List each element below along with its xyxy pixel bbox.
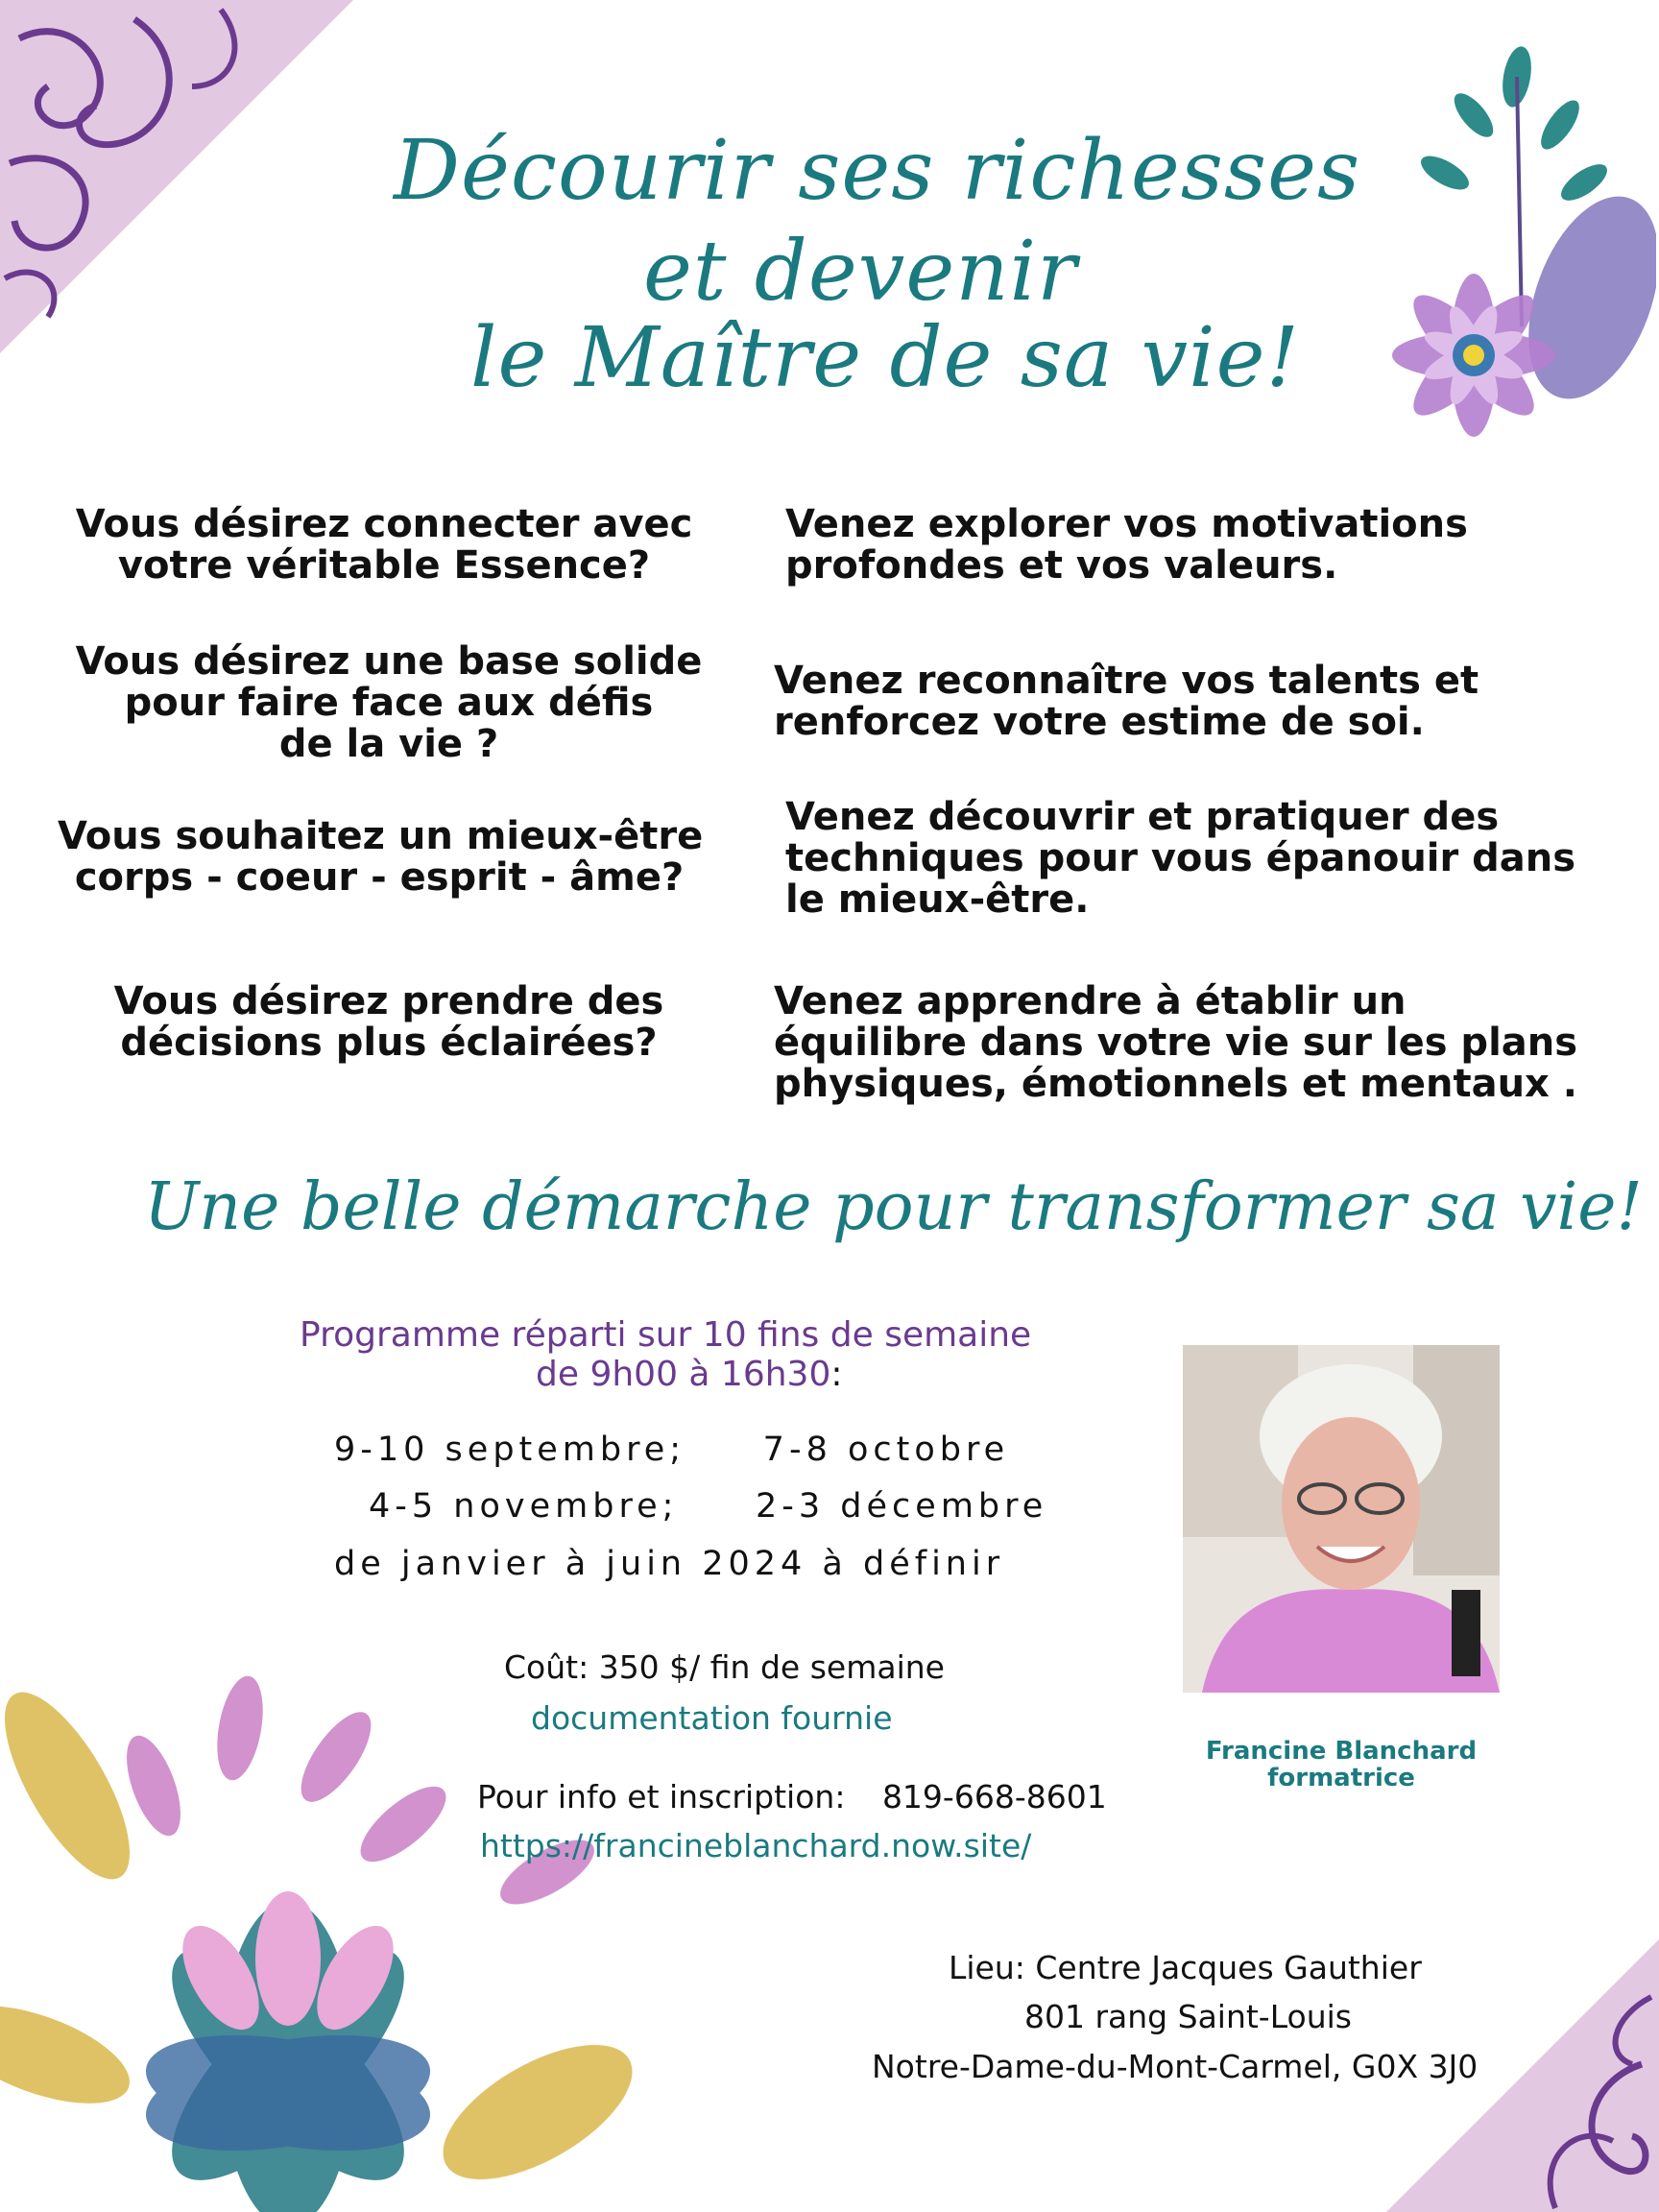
documentation: documentation fournie <box>531 1699 893 1737</box>
program-line-1: Programme réparti sur 10 fins de semaine <box>300 1315 1032 1355</box>
question-line: votre véritable Essence? <box>117 543 651 588</box>
question-line: de la vie ? <box>278 722 499 766</box>
answer-line: Venez reconnaître vos talents et <box>774 659 1479 703</box>
question-line: Vous désirez connecter avec <box>75 502 693 546</box>
answer-line: techniques pour vous épanouir dans <box>785 836 1576 880</box>
question-line: corps - coeur - esprit - âme? <box>74 855 685 900</box>
question-line: pour faire face aux défis <box>124 681 654 725</box>
flower-illustration-top-right <box>1358 38 1656 490</box>
program-hours-suffix: : <box>830 1355 843 1394</box>
question-1 <box>58 504 710 587</box>
question-4 <box>58 981 720 1064</box>
location-line-3: Notre-Dame-du-Mont-Carmel, G0X 3J0 <box>872 2048 1479 2085</box>
question-line: Vous souhaitez un mieux-être <box>58 814 704 858</box>
answer-line: le mieux-être. <box>785 878 1090 922</box>
answer-1 <box>785 504 1468 587</box>
question-line: Vous désirez prendre des <box>113 979 664 1023</box>
question-2 <box>58 641 720 765</box>
title-line-1: Décourir ses richesses <box>394 123 1361 219</box>
answer-2 <box>774 661 1479 743</box>
dates-line-3: de janvier à juin 2024 à définir <box>334 1545 1005 1583</box>
contact-line <box>477 1778 1107 1815</box>
question-line: Vous désirez une base solide <box>75 639 703 684</box>
trainer-role: formatrice <box>1267 1764 1415 1792</box>
title-line-2: et devenir <box>643 224 1078 320</box>
answer-line: équilibre dans votre vie sur les plans <box>774 1021 1578 1065</box>
answer-line: physiques, émotionnels et mentaux . <box>774 1062 1577 1106</box>
location-line-2: 801 rang Saint-Louis <box>1024 1998 1352 2035</box>
answer-line: Venez explorer vos motivations <box>785 502 1468 546</box>
dates-line-2: 4-5 novembre; 2-3 décembre <box>369 1487 1048 1526</box>
answer-line: Venez découvrir et pratiquer des <box>785 795 1500 839</box>
corner-pattern-top-left <box>0 0 365 365</box>
title-line-3: le Maître de sa vie! <box>470 310 1301 406</box>
trainer-caption <box>1183 1738 1500 1791</box>
question-line: décisions plus éclairées? <box>120 1021 658 1065</box>
contact-phone[interactable]: 819-668-8601 <box>881 1778 1107 1815</box>
portrait-image <box>1183 1345 1500 1693</box>
program-line-2 <box>536 1355 843 1394</box>
website-link[interactable]: https://francineblanchard.now.site/ <box>480 1827 1032 1864</box>
subtitle: Une belle démarche pour transformer sa vie! <box>144 1169 1643 1245</box>
contact-label: Pour info et inscription: <box>477 1778 846 1815</box>
answer-line: profondes et vos valeurs. <box>785 543 1338 588</box>
program-hours: de 9h00 à 16h30 <box>536 1355 831 1394</box>
question-3 <box>58 814 704 900</box>
trainer-photo <box>1183 1345 1500 1693</box>
cost: Coût: 350 $/ fin de semaine <box>504 1648 945 1686</box>
answer-4 <box>774 981 1577 1105</box>
dates-line-1: 9-10 septembre; 7-8 octobre <box>334 1431 1010 1469</box>
trainer-name: Francine Blanchard <box>1205 1737 1478 1766</box>
answer-3 <box>785 797 1575 921</box>
answer-line: renforcez votre estime de soi. <box>774 700 1425 744</box>
answer-line: Venez apprendre à établir un <box>774 979 1407 1023</box>
location-line-1: Lieu: Centre Jacques Gauthier <box>949 1949 1422 1986</box>
